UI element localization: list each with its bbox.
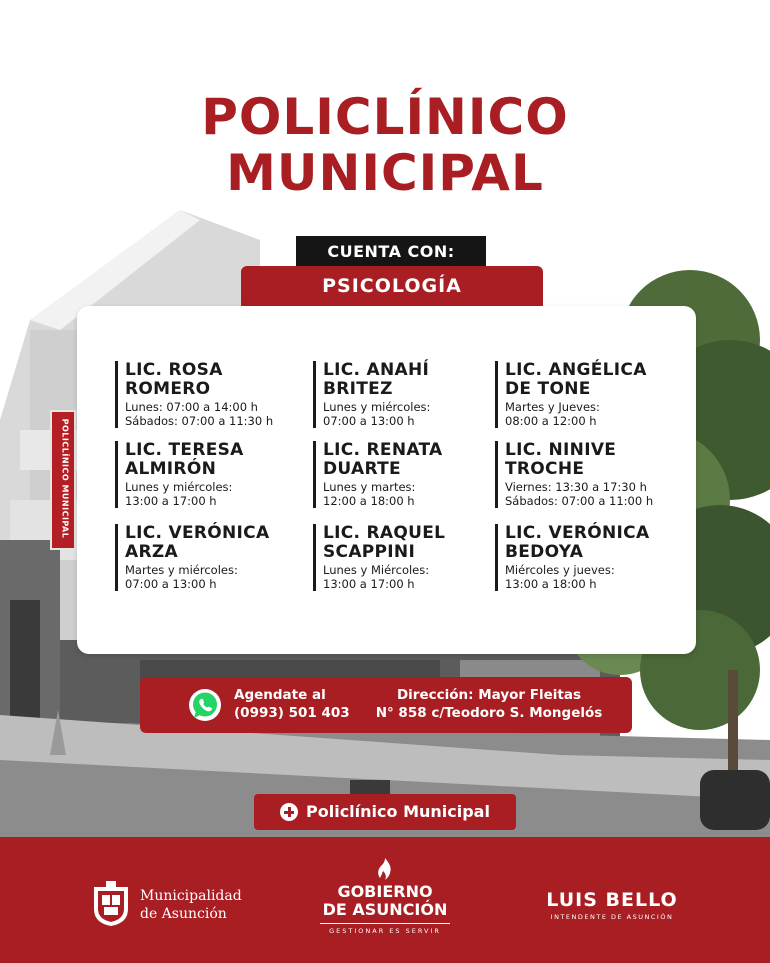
municipality-line-1: Municipalidad (140, 888, 242, 904)
doctor-schedule: Lunes y miércoles: 13:00 a 17:00 h (125, 480, 233, 508)
page-title-line-2: MUNICIPAL (226, 144, 544, 202)
doctors-card (77, 306, 696, 654)
doctor-schedule: Lunes: 07:00 a 14:00 h Sábados: 07:00 a 11:30 h (125, 400, 274, 428)
doctor-entry (313, 441, 493, 508)
doctor-entry (495, 441, 685, 508)
municipality-crest-icon (90, 879, 132, 927)
doctor-schedule: Martes y Jueves: 08:00 a 12:00 h (505, 400, 600, 428)
doctor-name: LIC. RAQUEL SCAPPINI (323, 523, 446, 562)
location-button-label: Policlínico Municipal (306, 802, 490, 821)
intendente-title: INTENDENTE DE ASUNCIÓN (550, 913, 674, 921)
doctor-name: LIC. ANAHÍ BRITEZ (323, 360, 430, 399)
intendente-name: LUIS BELLO (546, 889, 678, 911)
doctor-entry (313, 524, 493, 591)
gobierno-line-2: DE ASUNCIÓN (322, 900, 448, 919)
doctor-name: LIC. ANGÉLICA DE TONE (505, 360, 647, 399)
location-button[interactable] (254, 794, 516, 830)
doctor-schedule: Lunes y Miércoles: 13:00 a 17:00 h (323, 563, 430, 591)
doctor-schedule: Lunes y martes: 12:00 a 18:00 h (323, 480, 416, 508)
doctor-name: LIC. RENATA DUARTE (323, 440, 443, 479)
doctor-schedule: Miércoles y jueves: 13:00 a 18:00 h (505, 563, 615, 591)
service-label: PSICOLOGÍA (241, 266, 543, 306)
doctor-schedule: Viernes: 13:30 a 17:30 h Sábados: 07:00 a 11:00 h (505, 480, 654, 508)
flame-icon (375, 857, 395, 881)
contact-banner (140, 677, 632, 733)
doctor-entry (115, 524, 295, 591)
agenda-label: Agendate al (234, 687, 326, 703)
address-line-2: N° 858 c/Teodoro S. Mongelós (375, 705, 603, 721)
doctor-schedule: Martes y miércoles: 07:00 a 13:00 h (125, 563, 238, 591)
building-sign-text: POLICLÍNICO MUNICIPAL (60, 418, 70, 539)
building-sign (50, 410, 76, 550)
doctor-entry (495, 361, 685, 428)
doctor-entry (115, 441, 295, 508)
cuenta-con-label: CUENTA CON: (296, 236, 486, 268)
doctor-entry (313, 361, 493, 428)
address-info (362, 686, 616, 722)
municipality-name (140, 887, 242, 923)
doctor-schedule: Lunes y miércoles: 07:00 a 13:00 h (323, 400, 431, 428)
doctor-entry (115, 361, 295, 428)
gobierno-line-1: GOBIERNO (337, 882, 433, 901)
phone-number[interactable]: (0993) 501 403 (234, 705, 350, 721)
footer (0, 837, 770, 963)
doctor-name: LIC. ROSA ROMERO (125, 360, 223, 399)
doctor-name: LIC. VERÓNICA ARZA (125, 523, 270, 562)
phone-info (234, 686, 350, 722)
gobierno-logo-text (300, 883, 470, 919)
municipality-line-2: de Asunción (140, 906, 227, 922)
page-title-line-1: POLICLÍNICO (201, 88, 569, 146)
whatsapp-icon[interactable] (188, 688, 222, 722)
gobierno-tagline: GESTIONAR ES SERVIR (329, 927, 441, 935)
gobierno-divider (320, 923, 450, 924)
doctor-entry (495, 524, 685, 591)
plus-icon (280, 803, 298, 821)
doctor-name: LIC. TERESA ALMIRÓN (125, 440, 244, 479)
doctor-name: LIC. NINIVE TROCHE (505, 440, 617, 479)
address-line-1: Dirección: Mayor Fleitas (396, 687, 582, 703)
doctor-name: LIC. VERÓNICA BEDOYA (505, 523, 650, 562)
